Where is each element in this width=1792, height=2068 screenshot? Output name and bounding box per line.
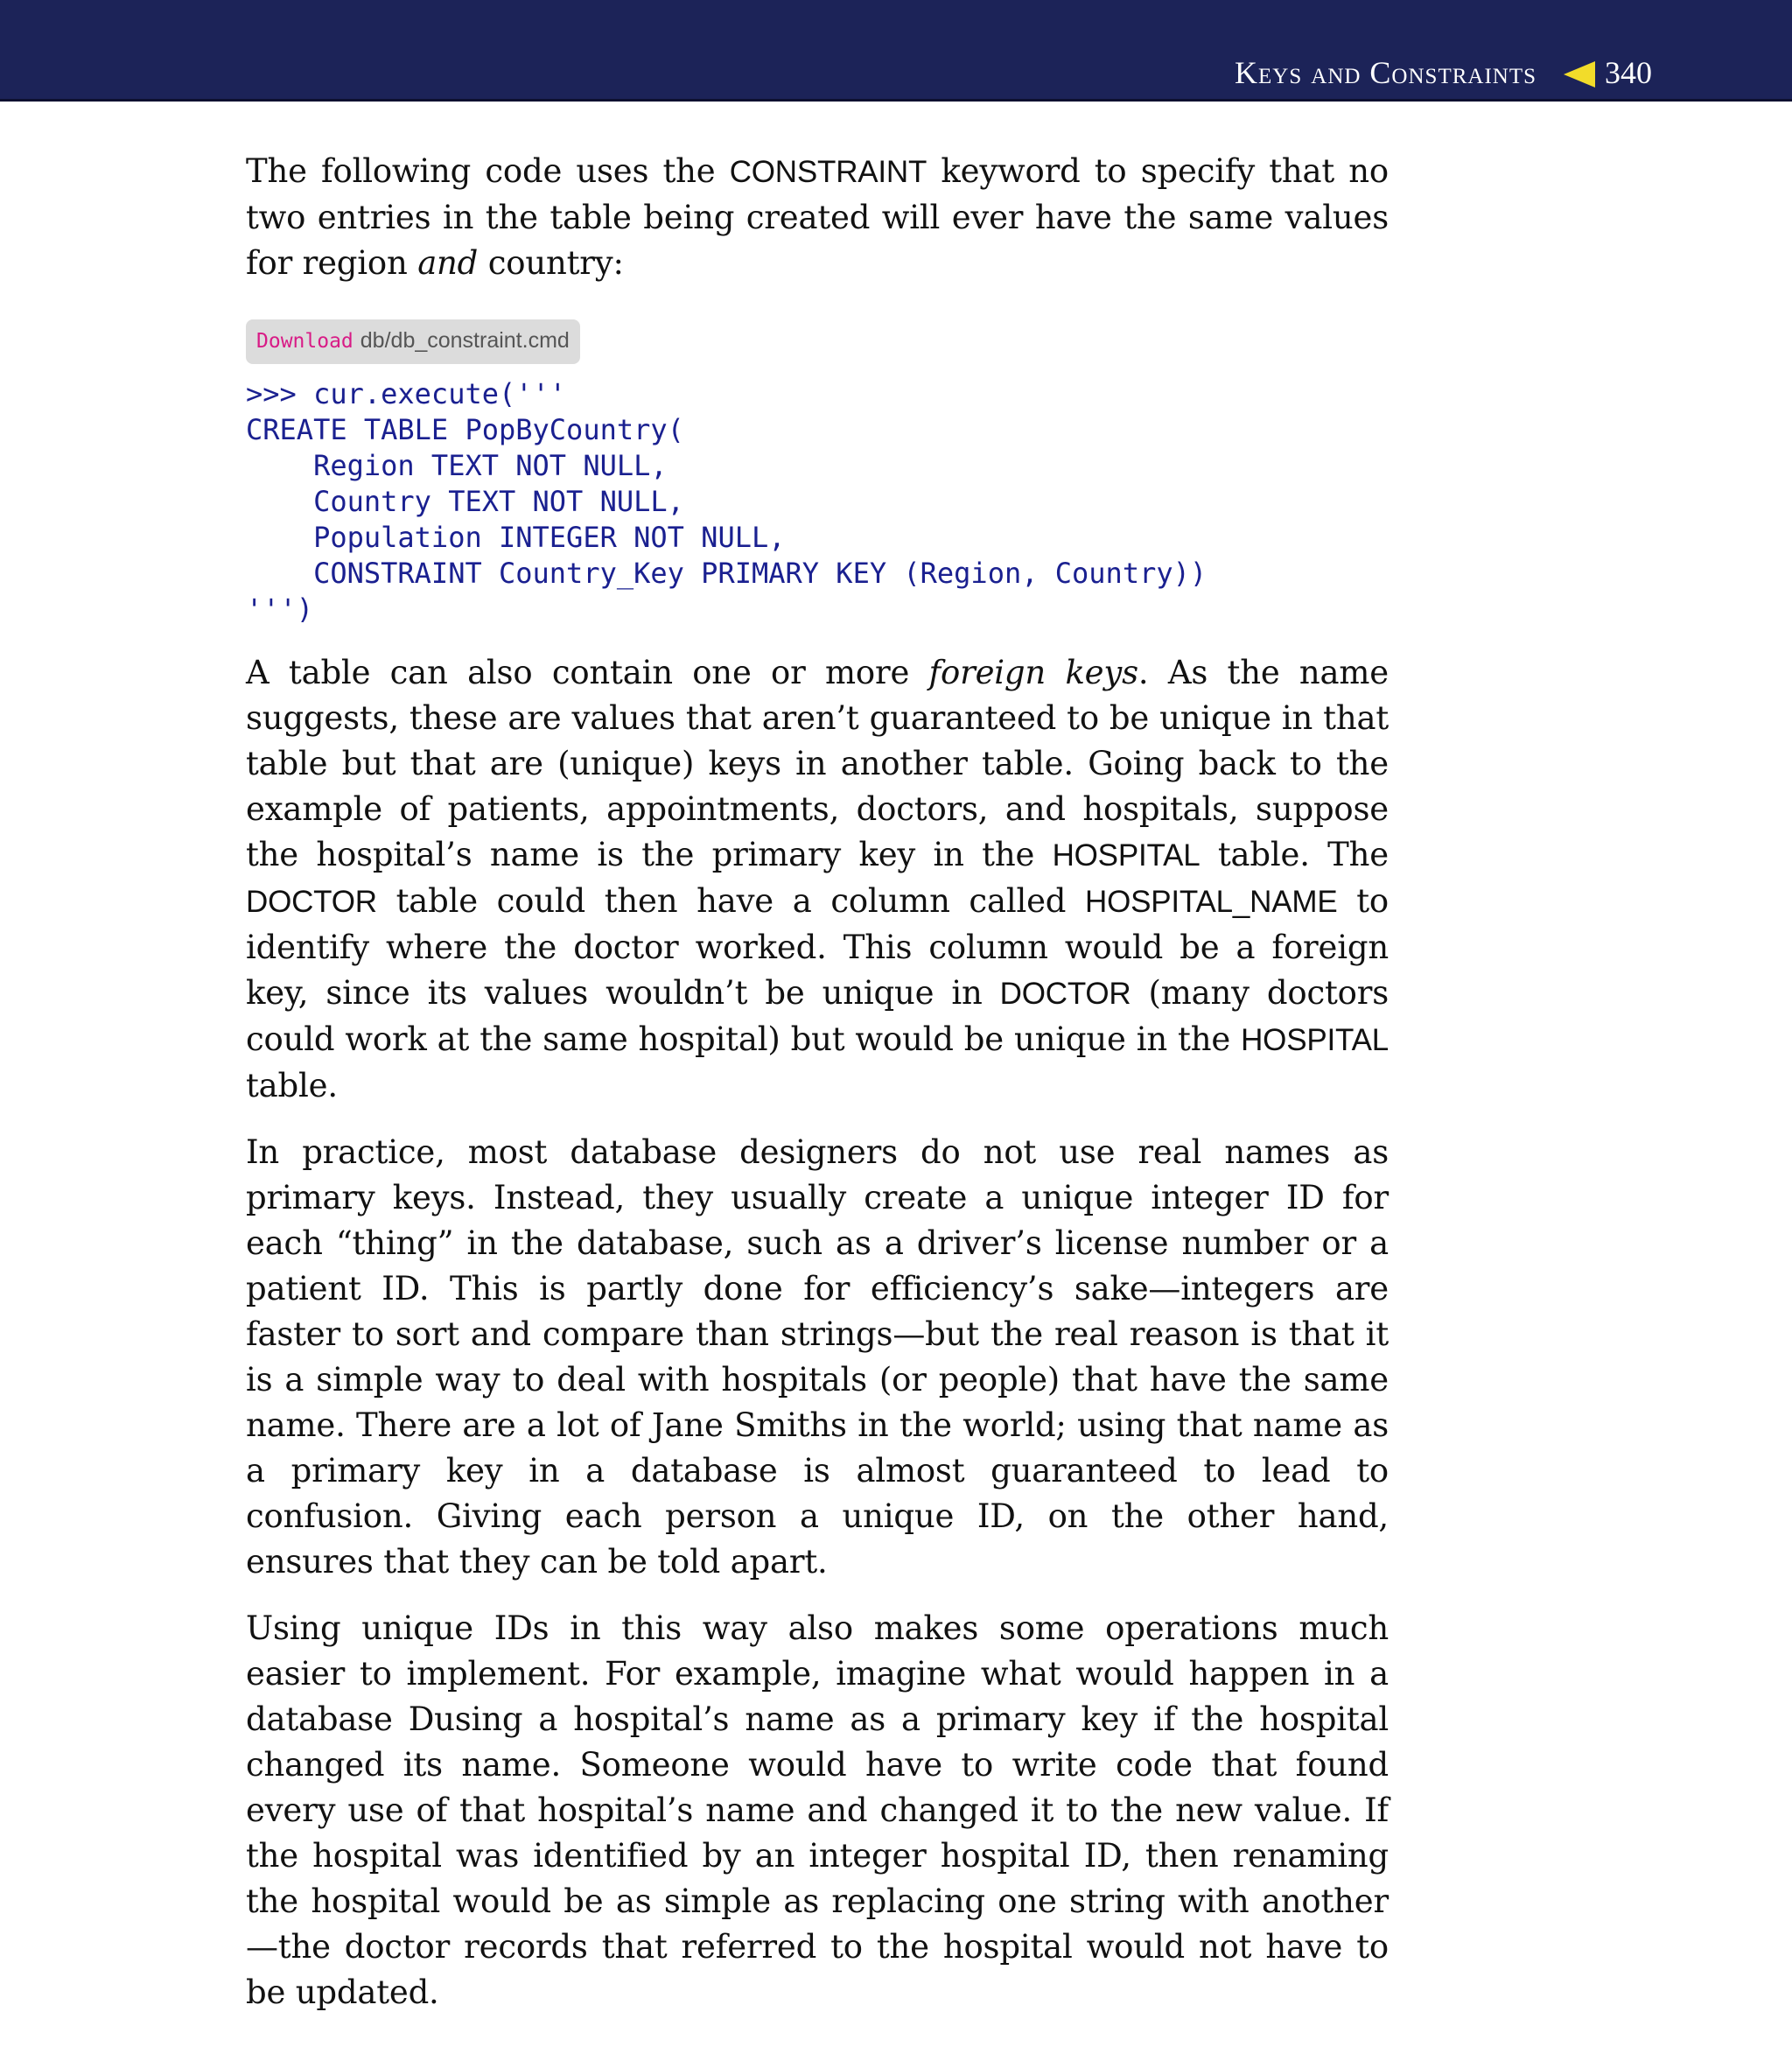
chapter-title: Keys and Constraints — [1235, 55, 1536, 90]
code-line: CONSTRAINT Country_Key PRIMARY KEY (Region, Country)) — [246, 557, 1208, 590]
download-label[interactable]: Download — [256, 330, 354, 353]
code-line: Population INTEGER NOT NULL, — [246, 521, 786, 554]
code-line: >>> cur.execute(''' — [246, 377, 567, 410]
emphasis: and — [417, 244, 479, 282]
code-line: Region TEXT NOT NULL, — [246, 449, 668, 482]
practice-paragraph: In practice, most database designers do not use real names as primary keys. Instead, they usually create a unique integer ID for each “thing” in the database, such as a driver’s license number or a patient ID. This is partly done for efficiency’s sake—integers are faster to sort and compare than strings—but the real reason is that it is a simple way to deal with hospitals (or people) that have the same name. There are a lot of Jane Smiths in the world; using that name as a primary key in a database is almost guaranteed to lead to confusion. Giving each person a unique ID, on the other hand, ensures that they can be told apart. — [246, 1133, 1389, 1581]
foreign-keys-paragraph: A table can also contain one or more foreign keys. As the name suggests, these are values that aren’t guaranteed to be unique in that table but that are (unique) keys in another table. Going back to the example of patients, appointments, doctors, and hospitals, suppose the hospital’s name is the primary key in the HOSPITAL table. The DOCTOR table could then have a column called HOSPITAL_NAME to identify where the doctor worked. This column would be a foreign key, since its values wouldn’t be unique in DOCTOR (many doctors could work at the same hospital) but would be unique in the HOSPITAL table. — [246, 654, 1389, 1104]
code-line: Country TEXT NOT NULL, — [246, 485, 684, 518]
code-listing — [246, 376, 1389, 627]
inline-keyword: DOCTOR — [999, 977, 1131, 1011]
inline-keyword: CONSTRAINT — [729, 155, 928, 189]
download-link[interactable] — [246, 319, 580, 364]
inline-keyword: HOSPITAL — [1052, 838, 1200, 873]
intro-paragraph: The following code uses the CONSTRAINT keyword to specify that no two entries in the table being created will ever have the same values for region and country: — [246, 152, 1390, 282]
running-header — [0, 0, 1792, 102]
term-foreign-keys: foreign keys — [928, 654, 1138, 691]
code-line: CREATE TABLE PopByCountry( — [246, 413, 684, 446]
download-filename[interactable]: db/db_constraint.cmd — [360, 328, 570, 353]
inline-keyword: HOSPITAL_NAME — [1085, 885, 1338, 919]
code-line: ''') — [246, 592, 314, 626]
back-arrow-icon[interactable] — [1564, 61, 1595, 88]
unique-ids-paragraph: Using unique IDs in this way also makes some operations much easier to implement. For example, imagine what would happen in a database Dusing a hospital’s name as a primary key if the hospital changed its name. Someone would have to write code that found every use of that hospital’s name and changed it to the new value. If the hospital was identified by an integer hospital ID, then renaming the hospital would be as simple as replacing one string with another—the doctor records that referred to the hospital would not have to be updated. — [246, 1609, 1389, 2011]
inline-keyword: HOSPITAL — [1241, 1023, 1389, 1057]
page-number: 340 — [1605, 55, 1652, 90]
page-body — [246, 149, 1389, 2036]
inline-keyword: DOCTOR — [246, 885, 377, 919]
